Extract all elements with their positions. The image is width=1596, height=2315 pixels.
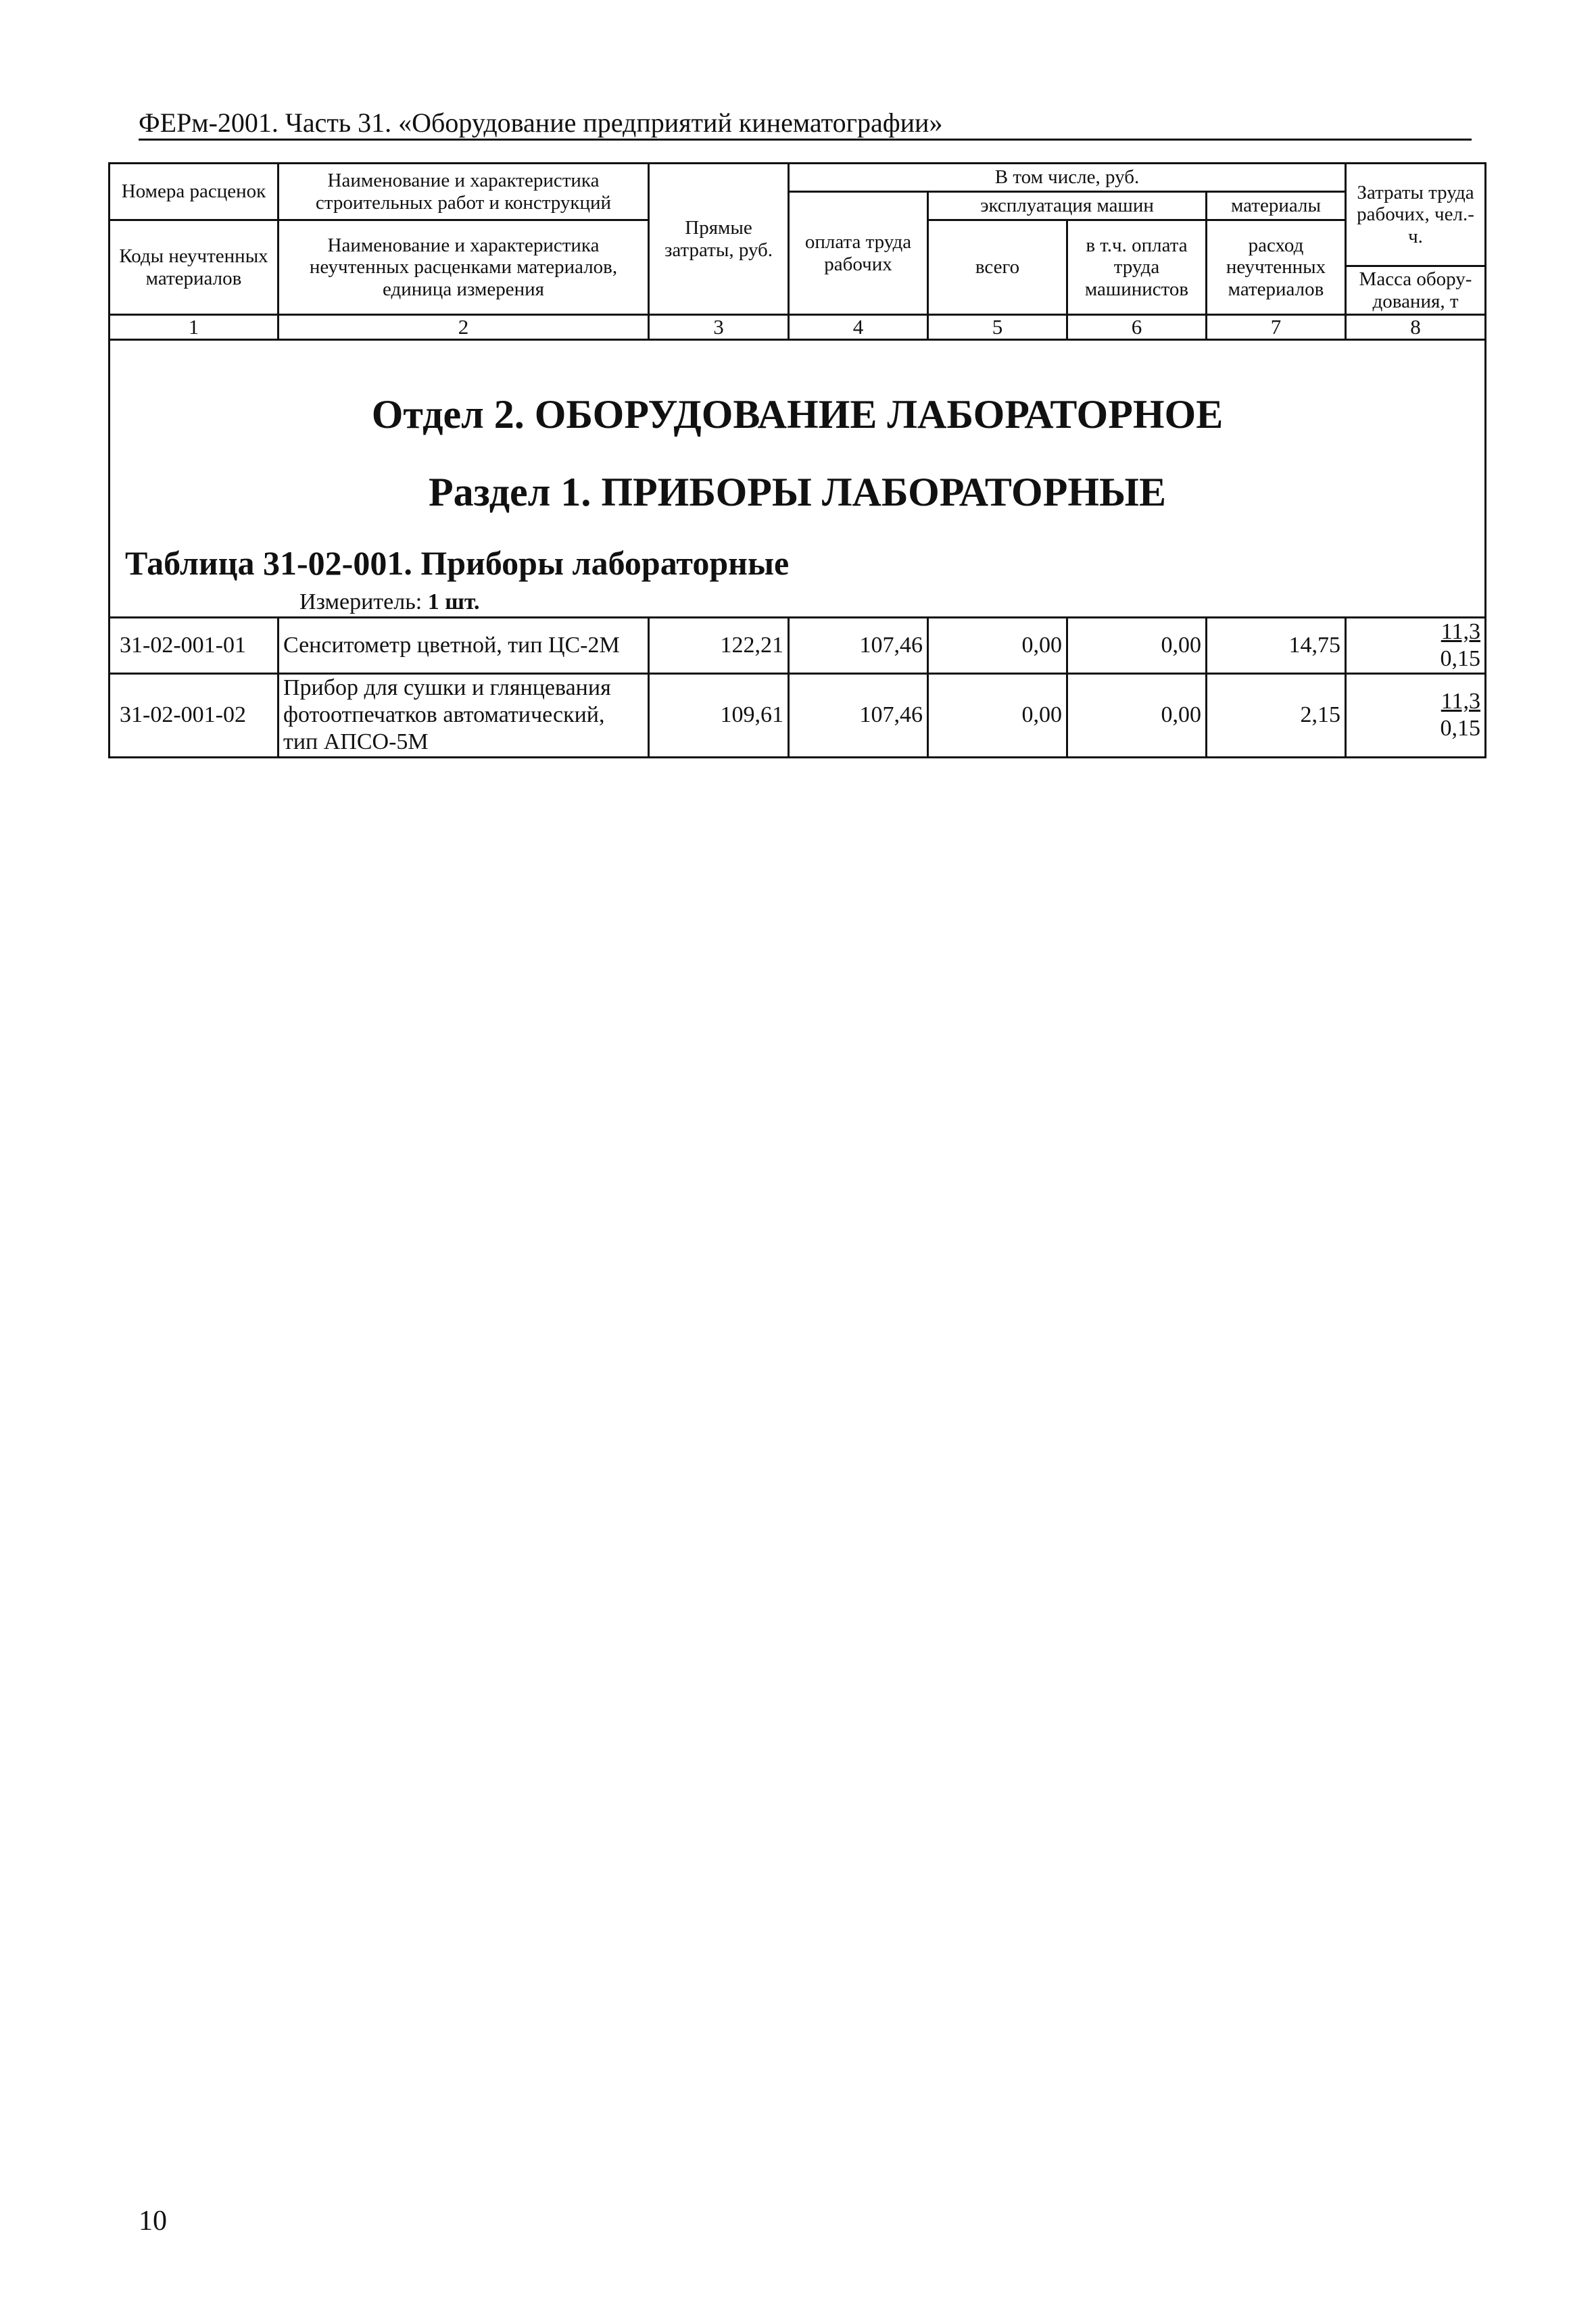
column-number: 6 [1067,315,1207,340]
header-unaccounted-materials: расход неучтенных материалов [1207,220,1346,315]
header-material-codes: Коды неучтенных материалов [110,220,279,315]
running-header: ФЕРм-2001. Часть 31. «Оборудование предприятий кинематографии» [139,107,943,138]
header-work-name: Наименование и характеристика строительных работ и конструкций [279,164,649,220]
header-machinists-pay: в т.ч. оплата труда машинистов [1067,220,1207,315]
materials: 14,75 [1207,618,1346,674]
section-title-block [110,340,1486,618]
header-material-names: Наименование и характеристика неучтенных расценками материалов, единица измерения [279,220,649,315]
table-title: Таблица 31-02-001. Приборы лабораторные [125,544,790,582]
equipment-mass: 0,15 [1440,716,1480,741]
header-equipment-mass: Масса обору-дования, т [1346,266,1486,315]
machinists-pay: 0,00 [1067,618,1207,674]
direct-costs: 122,21 [649,618,789,674]
column-number: 1 [110,315,279,340]
header-in-total: В том числе, руб. [789,164,1346,192]
materials: 2,15 [1207,674,1346,757]
header-rate-numbers: Номера расценок [110,164,279,220]
header-direct-costs: Прямые затраты, руб. [649,164,789,315]
labor-pay: 107,46 [789,618,928,674]
rate-code: 31-02-001-02 [110,674,279,757]
header-machines: эксплуатация машин [928,192,1207,220]
equipment-mass: 0,15 [1440,646,1480,672]
header-materials: материалы [1207,192,1346,220]
labor-hours-and-mass [1346,618,1486,674]
header-rule [139,139,1472,141]
labor-hours-and-mass [1346,674,1486,757]
department-title: Отдел 2. ОБОРУДОВАНИЕ ЛАБОРАТОРНОЕ [371,392,1224,437]
norms-table [108,162,1486,758]
rate-code: 31-02-001-01 [110,618,279,674]
column-number: 2 [279,315,649,340]
column-number: 4 [789,315,928,340]
rate-name: Сенситометр цветной, тип ЦС-2М [279,618,649,674]
page-number: 10 [139,2206,167,2237]
machinists-pay: 0,00 [1067,674,1207,757]
table-row [110,618,1486,674]
header-labor-pay: оплата труда рабочих [789,192,928,315]
header-labor-hours: Затраты труда рабочих, чел.-ч. [1346,164,1486,266]
direct-costs: 109,61 [649,674,789,757]
column-number: 7 [1207,315,1346,340]
header-machines-total: всего [928,220,1067,315]
column-number: 3 [649,315,789,340]
rate-name: Прибор для сушки и глянцевания фотоотпечатков автоматический, тип АПСО-5М [279,674,649,757]
meter-value: 1 шт. [427,589,480,614]
machines-total: 0,00 [928,618,1067,674]
column-number: 8 [1346,315,1486,340]
machines-total: 0,00 [928,674,1067,757]
meter-line [299,589,480,615]
labor-hours: 11,3 [1441,619,1480,644]
table-row [110,674,1486,757]
column-number: 5 [928,315,1067,340]
labor-hours: 11,3 [1441,689,1480,714]
section-title: Раздел 1. ПРИБОРЫ ЛАБОРАТОРНЫЕ [429,470,1166,514]
labor-pay: 107,46 [789,674,928,757]
meter-label: Измеритель: [299,589,428,614]
